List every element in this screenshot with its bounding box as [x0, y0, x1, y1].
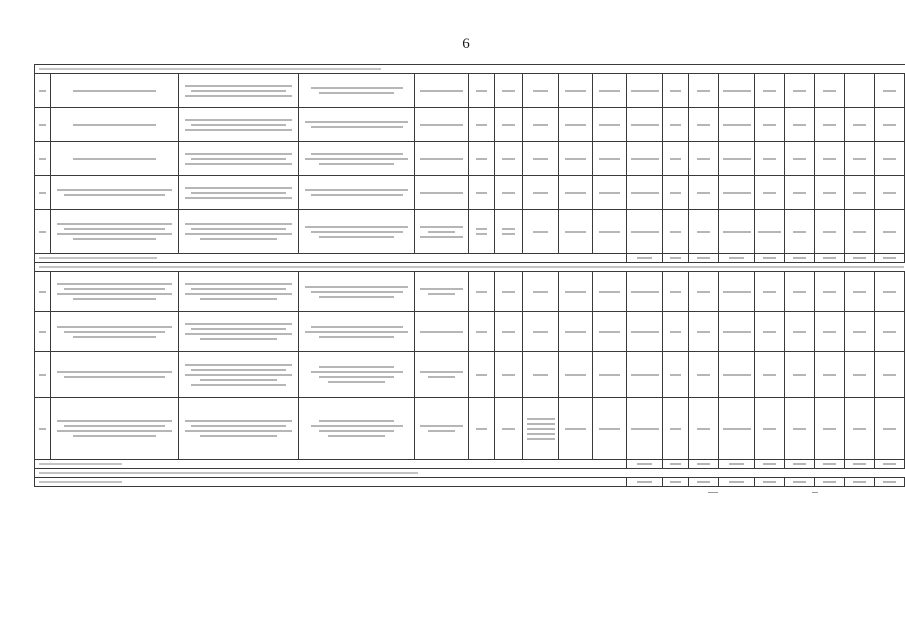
table-cell — [179, 210, 299, 254]
table-cell — [523, 272, 559, 312]
table-cell — [719, 108, 755, 142]
table-cell — [593, 312, 627, 352]
table-cell — [523, 398, 559, 460]
table-cell — [179, 74, 299, 108]
table-cell — [845, 176, 875, 210]
table-cell — [663, 176, 689, 210]
table-cell — [299, 352, 415, 398]
table-cell — [593, 398, 627, 460]
table-cell — [845, 312, 875, 352]
table-cell — [627, 398, 663, 460]
table-cell — [35, 272, 51, 312]
table-cell — [51, 108, 179, 142]
table-cell — [299, 312, 415, 352]
table-cell — [523, 352, 559, 398]
table-cell — [495, 176, 523, 210]
table-cell — [179, 352, 299, 398]
table-cell — [495, 210, 523, 254]
table-cell — [663, 142, 689, 176]
table-cell — [627, 108, 663, 142]
table-cell — [299, 272, 415, 312]
table-cell — [415, 176, 469, 210]
table-cell — [593, 210, 627, 254]
table-cell — [415, 210, 469, 254]
table-cell — [593, 352, 627, 398]
table-cell — [663, 74, 689, 108]
table-cell — [415, 74, 469, 108]
table-cell — [179, 312, 299, 352]
table-cell — [719, 398, 755, 460]
table-cell — [755, 142, 785, 176]
table-cell — [35, 108, 51, 142]
table-cell — [755, 272, 785, 312]
table-row — [35, 210, 905, 254]
table-cell — [593, 176, 627, 210]
footer-mark — [708, 492, 718, 493]
table-cell — [299, 142, 415, 176]
table-cell — [815, 142, 845, 176]
table-cell — [299, 398, 415, 460]
table-cell — [689, 108, 719, 142]
table-cell — [35, 142, 51, 176]
table-cell — [35, 176, 51, 210]
table-cell — [469, 74, 495, 108]
table-cell — [663, 108, 689, 142]
table-cell — [523, 210, 559, 254]
table-cell — [627, 272, 663, 312]
table-cell — [559, 74, 593, 108]
table-cell — [875, 312, 905, 352]
table-cell — [785, 312, 815, 352]
table-row — [35, 272, 905, 312]
table-cell — [299, 176, 415, 210]
table-cell — [469, 312, 495, 352]
table-cell — [815, 74, 845, 108]
table-cell — [179, 142, 299, 176]
table-cell — [495, 398, 523, 460]
grand-total-row — [35, 478, 905, 487]
table-cell — [785, 352, 815, 398]
table-row — [35, 176, 905, 210]
table-cell — [875, 108, 905, 142]
table-cell — [627, 142, 663, 176]
table-cell — [663, 272, 689, 312]
table-cell — [51, 210, 179, 254]
table-cell — [415, 352, 469, 398]
table-cell — [469, 272, 495, 312]
table-cell — [35, 398, 51, 460]
table-cell — [51, 398, 179, 460]
table-cell — [663, 210, 689, 254]
table-cell — [51, 312, 179, 352]
table-cell — [875, 398, 905, 460]
table-cell — [755, 108, 785, 142]
table-cell — [469, 210, 495, 254]
table-cell — [689, 142, 719, 176]
table-cell — [469, 398, 495, 460]
table-cell — [689, 74, 719, 108]
table-cell — [593, 74, 627, 108]
table-cell — [627, 312, 663, 352]
table-cell — [469, 176, 495, 210]
table-cell — [415, 398, 469, 460]
table-cell — [845, 74, 875, 108]
section-header-row — [35, 469, 905, 478]
table-cell — [719, 312, 755, 352]
subtotal-row — [35, 460, 905, 469]
table-cell — [51, 176, 179, 210]
table-cell — [785, 210, 815, 254]
table-cell — [299, 74, 415, 108]
table-cell — [663, 398, 689, 460]
table-cell — [719, 352, 755, 398]
table-cell — [627, 176, 663, 210]
table-cell — [785, 272, 815, 312]
table-cell — [845, 272, 875, 312]
table-cell — [845, 210, 875, 254]
table-cell — [627, 352, 663, 398]
table-cell — [815, 210, 845, 254]
table-cell — [523, 142, 559, 176]
table-cell — [495, 74, 523, 108]
table-cell — [689, 352, 719, 398]
table-cell — [299, 210, 415, 254]
table-cell — [689, 210, 719, 254]
table-cell — [755, 312, 785, 352]
table-cell — [523, 108, 559, 142]
table-cell — [845, 398, 875, 460]
table-cell — [495, 312, 523, 352]
table-cell — [875, 74, 905, 108]
footer-mark — [812, 492, 818, 493]
table-cell — [35, 352, 51, 398]
table-cell — [495, 272, 523, 312]
table-cell — [559, 312, 593, 352]
table-cell — [875, 272, 905, 312]
subtotal-row — [35, 254, 905, 263]
section-header-row — [35, 65, 905, 74]
table-cell — [627, 74, 663, 108]
table-cell — [719, 142, 755, 176]
table-cell — [815, 176, 845, 210]
table-cell — [689, 398, 719, 460]
table-cell — [593, 142, 627, 176]
table-cell — [299, 108, 415, 142]
section-header-row — [35, 263, 905, 272]
table-cell — [51, 272, 179, 312]
table-cell — [559, 398, 593, 460]
table-cell — [51, 74, 179, 108]
table-cell — [845, 352, 875, 398]
table-row — [35, 108, 905, 142]
page-number: 6 — [462, 36, 470, 52]
table-cell — [35, 210, 51, 254]
table-cell — [689, 312, 719, 352]
table-row — [35, 74, 905, 108]
table-cell — [875, 352, 905, 398]
table-cell — [559, 176, 593, 210]
table-row — [35, 142, 905, 176]
table-cell — [495, 352, 523, 398]
table-cell — [415, 108, 469, 142]
table-cell — [627, 210, 663, 254]
program-measures-table — [34, 64, 876, 487]
table-cell — [689, 176, 719, 210]
table-cell — [755, 176, 785, 210]
table-cell — [719, 74, 755, 108]
table-cell — [35, 312, 51, 352]
table-cell — [469, 142, 495, 176]
table-cell — [469, 352, 495, 398]
table-cell — [495, 142, 523, 176]
table-cell — [785, 398, 815, 460]
table-cell — [755, 210, 785, 254]
table-cell — [559, 108, 593, 142]
table-row — [35, 352, 905, 398]
table-cell — [523, 74, 559, 108]
table-cell — [875, 142, 905, 176]
table-cell — [523, 176, 559, 210]
table-row — [35, 312, 905, 352]
table-cell — [785, 108, 815, 142]
table-cell — [415, 312, 469, 352]
table-cell — [845, 108, 875, 142]
table-cell — [815, 352, 845, 398]
table-cell — [785, 142, 815, 176]
table-cell — [815, 312, 845, 352]
table-cell — [663, 352, 689, 398]
table-cell — [785, 74, 815, 108]
table-cell — [663, 312, 689, 352]
table-cell — [559, 352, 593, 398]
table-cell — [755, 352, 785, 398]
table-cell — [179, 398, 299, 460]
table-cell — [755, 398, 785, 460]
table-cell — [559, 142, 593, 176]
table-cell — [179, 272, 299, 312]
table-row — [35, 398, 905, 460]
table-cell — [179, 108, 299, 142]
table-cell — [179, 176, 299, 210]
table-cell — [875, 210, 905, 254]
table-cell — [719, 272, 755, 312]
table-cell — [785, 176, 815, 210]
table-cell — [469, 108, 495, 142]
table-cell — [755, 74, 785, 108]
table-cell — [815, 398, 845, 460]
table-cell — [415, 272, 469, 312]
table-cell — [495, 108, 523, 142]
table-cell — [593, 272, 627, 312]
table-cell — [415, 142, 469, 176]
table-cell — [559, 210, 593, 254]
table-cell — [593, 108, 627, 142]
table-cell — [523, 312, 559, 352]
table-cell — [35, 74, 51, 108]
table-cell — [51, 142, 179, 176]
table-cell — [51, 352, 179, 398]
table-cell — [719, 210, 755, 254]
table-cell — [559, 272, 593, 312]
table-cell — [875, 176, 905, 210]
table-cell — [845, 142, 875, 176]
table-cell — [719, 176, 755, 210]
table-cell — [689, 272, 719, 312]
table-cell — [815, 272, 845, 312]
table-cell — [815, 108, 845, 142]
